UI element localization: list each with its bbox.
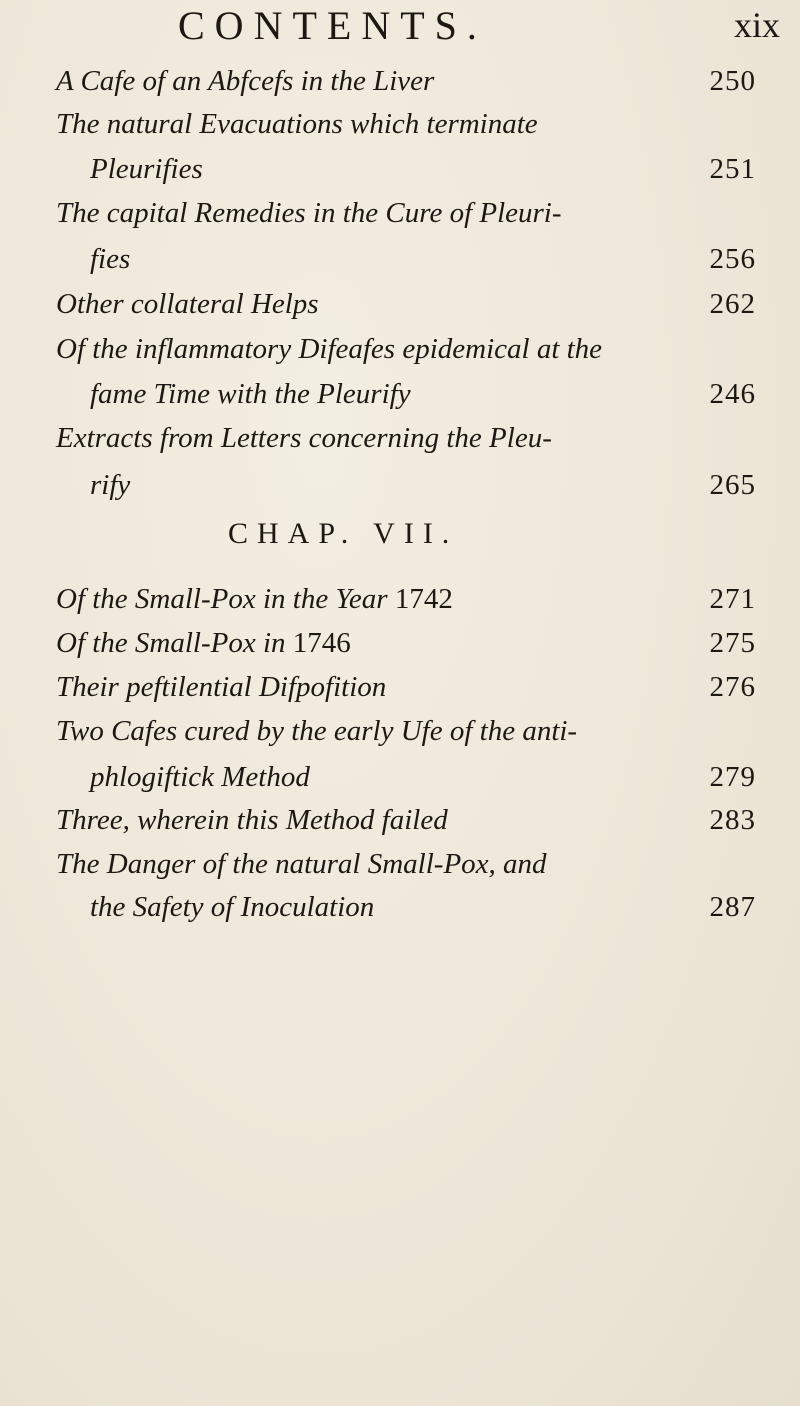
entry-page: 265	[709, 469, 756, 501]
toc-entry-continuation	[90, 754, 756, 800]
toc-entry	[56, 281, 756, 327]
toc-entry	[56, 708, 756, 754]
entry-title: Of the inflammatory Difeafes epidemical at the	[56, 333, 603, 365]
entry-page: 251	[709, 153, 756, 185]
entry-page: 271	[709, 583, 756, 615]
entry-page: 287	[709, 891, 756, 923]
toc-entry	[56, 664, 756, 710]
toc-entry-continuation	[90, 146, 756, 192]
toc-entry	[56, 620, 756, 666]
entry-title: phlogiftick Method	[90, 761, 310, 793]
entry-title: Their peftilential Difpofition	[56, 671, 387, 703]
chapter-heading: CHAP. VII.	[228, 517, 459, 550]
entry-title: fies	[90, 243, 131, 275]
toc-entry	[56, 841, 756, 887]
entry-title: rify	[90, 469, 131, 501]
toc-entry	[56, 415, 756, 461]
toc-entry-continuation	[90, 371, 756, 417]
toc-entry-continuation	[90, 236, 756, 282]
entry-title: A Cafe of an Abfcefs in the Liver	[56, 65, 435, 97]
entry-title: Extracts from Letters concerning the Pleu-	[56, 422, 552, 454]
entry-title: Other collateral Helps	[56, 288, 319, 320]
entry-title: the Safety of Inoculation	[90, 891, 375, 923]
entry-year: 1742	[394, 583, 453, 615]
entry-title: fame Time with the Pleurify	[90, 378, 411, 410]
entry-page: 250	[709, 65, 756, 97]
entry-title: Of the Small-Pox in	[56, 627, 286, 659]
entry-title: Three, wherein this Method failed	[56, 804, 448, 836]
entry-title: Two Cafes cured by the early Ufe of the anti-	[56, 715, 578, 747]
entry-page: 276	[709, 671, 756, 703]
toc-entry	[56, 576, 756, 622]
entry-title: The capital Remedies in the Cure of Pleuri-	[56, 197, 562, 229]
toc-entry	[56, 326, 756, 372]
toc-entry-continuation	[90, 884, 756, 930]
toc-entry	[56, 101, 756, 147]
entry-page: 279	[709, 761, 756, 793]
entry-title: The Danger of the natural Small-Pox, and	[56, 848, 547, 880]
entry-year: 1746	[292, 627, 351, 659]
entry-page: 246	[709, 378, 756, 410]
entry-page: 275	[709, 627, 756, 659]
toc-entry	[56, 797, 756, 843]
entry-title: Of the Small-Pox in the Year	[56, 583, 388, 615]
toc-entry-continuation	[90, 462, 756, 508]
entry-title: The natural Evacuations which terminate	[56, 108, 538, 140]
toc-entry	[56, 190, 756, 236]
entry-page: 262	[709, 288, 756, 320]
entry-title: Pleurifies	[90, 153, 203, 185]
toc-entry	[56, 58, 756, 104]
entry-page: 256	[709, 243, 756, 275]
page-number: xix	[733, 5, 780, 45]
entry-page: 283	[709, 804, 756, 836]
running-title: CONTENTS.	[178, 3, 487, 48]
